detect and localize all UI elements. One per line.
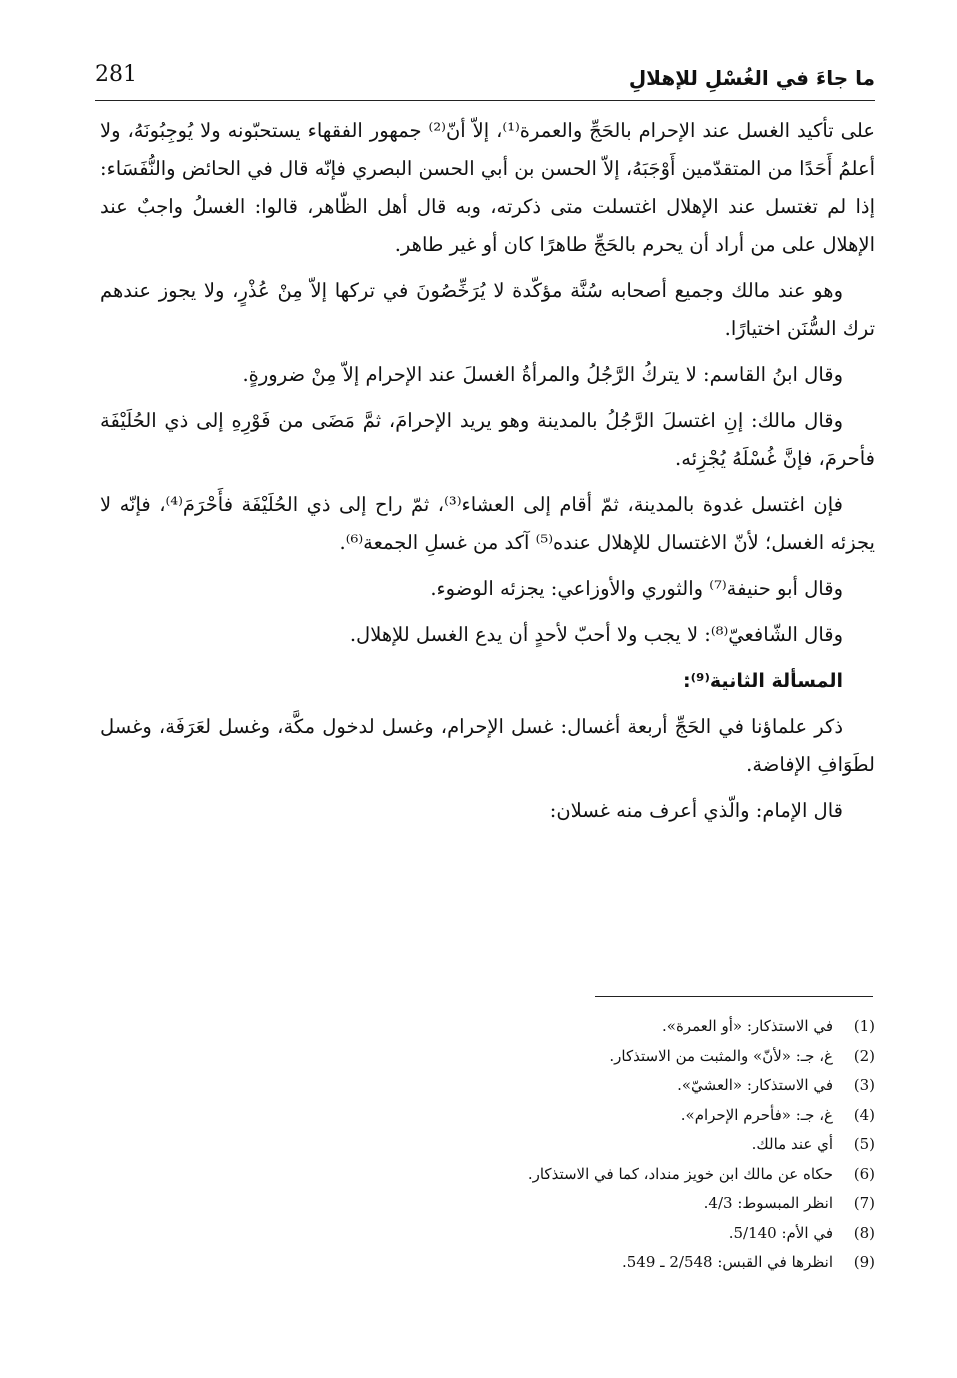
- footnote-text: انظرها في القبس: 2/548 ـ 549.: [621, 1253, 833, 1271]
- footnote-text: في الاستذكار: «العشيّ».: [677, 1076, 833, 1094]
- footnote-number: (4): [853, 1105, 875, 1124]
- paragraph: وهو عند مالك وجميع أصحابه سُنَّة مؤكّدة لا يُرَخِّصُونَ في تركها إلاّ مِنْ عُذْرٍ، ولا يجوز عندهم ترك السُّنَن اختيارًا.: [100, 279, 875, 340]
- footnote: [100, 1189, 875, 1219]
- footnote-text: غ، جـ: «لأنّ» والمثبت من الاستذكار.: [609, 1046, 833, 1065]
- paragraph: قال الإمام: والّذي أعرف منه غسلان:: [549, 799, 843, 822]
- footnote-text: انظر المبسوط: 4/3.: [703, 1194, 833, 1212]
- paragraph: وقال أبو حنيفة⁽⁷⁾ والثوري والأوزاعي: يجزئه الوضوء.: [430, 577, 843, 600]
- footnote-number: (7): [853, 1194, 875, 1212]
- footnote: [100, 1042, 875, 1072]
- footnote-number: (9): [853, 1253, 875, 1271]
- page-header: [95, 60, 875, 100]
- footnote: [100, 1160, 875, 1190]
- page-number: 281: [95, 62, 137, 87]
- footnote-divider: [595, 996, 873, 997]
- footnote: [100, 1130, 875, 1160]
- footnote-number: (3): [853, 1076, 875, 1094]
- footnotes-list: [100, 1012, 875, 1278]
- footnote-text: في الأم: 5/140.: [728, 1223, 833, 1242]
- paragraph: وقال مالك: إنِ اغتسلَ الرَّجُلُ بالمدينة وهو يريد الإحرامَ، ثمَّ مَضَى من فَوْرِهِ إلى ذي الحُلَيْفَة فأحرمَ، فإنَّ غُسْلَهُ يُجْزِئه.: [100, 409, 875, 470]
- paragraph: وقال ابنُ القاسم: لا يتركُ الرَّجُلُ والمرأةُ الغسلَ عند الإحرام إلاّ مِنْ ضرورةٍ.: [242, 363, 843, 386]
- paragraph: فإن اغتسل غدوة بالمدينة، ثمّ أقام إلى العشاء⁽³⁾، ثمّ راح إلى ذي الحُلَيْفَة فأَحْرَمَ⁽⁴⁾، فإنّه لا يجزئه الغسل؛ لأنّ الاغتسال للإهلال عنده⁽⁵⁾ آكد من غسلِ الجمعة⁽⁶⁾.: [100, 493, 875, 554]
- footnote-text: أي عند مالك.: [751, 1135, 833, 1153]
- footnote-number: (5): [853, 1135, 875, 1153]
- footnote: [100, 1101, 875, 1131]
- footnote-text: غ، جـ: «فأحرم الإحرام».: [680, 1105, 833, 1124]
- main-text: [100, 112, 875, 838]
- section-heading: المسألة الثانية⁽⁹⁾:: [683, 670, 843, 692]
- footnote: [100, 1012, 875, 1042]
- footnote-number: (8): [853, 1223, 875, 1242]
- footnote-number: (2): [853, 1046, 875, 1065]
- footnote: [100, 1248, 875, 1278]
- footnote-text: حكاه عن مالك ابن خويز منداد، كما في الاستذكار.: [527, 1164, 833, 1183]
- footnote-number: (6): [853, 1164, 875, 1183]
- footnote-number: (1): [853, 1017, 875, 1035]
- running-title: ما جاءَ في الغُسْلِ للإهلالِ: [628, 66, 875, 90]
- header-divider: [95, 100, 875, 101]
- paragraph: وقال الشّافعيّ⁽⁸⁾: لا يجب ولا أحبّ لأحدٍ أن يدع الغسل للإهلال.: [349, 623, 843, 646]
- footnote: [100, 1219, 875, 1249]
- paragraph: على تأكيد الغسل عند الإحرام بالحَجِّ والعمرة⁽¹⁾، إلاّ أنّ⁽²⁾ جمهور الفقهاء يستحبّونه ولا يُوجِبُونَهُ، ولا أعلمُ أَحَدًا من المتقدّمين أَوْجَبَهُ، إلاّ الحسن بن أبي الحسن البصري فإنّه قال في الحائض والنُّفَسَاء: إذا لم تغتسل عند الإهلال اغتسلت متى ذكرته، وبه قال أهل الظّاهر، قالوا: الغسلُ واجبٌ عند الإهلال على من أراد أن يحرم بالحَجِّ طاهرًا كان أو غير طاهر.: [100, 119, 876, 256]
- footnote: [100, 1071, 875, 1101]
- footnote-text: في الاستذكار: «أو العمرة».: [662, 1017, 833, 1035]
- paragraph: ذكر علماؤنا في الحَجِّ أربعة أغسال: غسل الإحرام، وغسل لدخول مكَّة، وغسل لعَرَفَة، وغسل لطَوَافِ الإفاضة.: [100, 715, 875, 776]
